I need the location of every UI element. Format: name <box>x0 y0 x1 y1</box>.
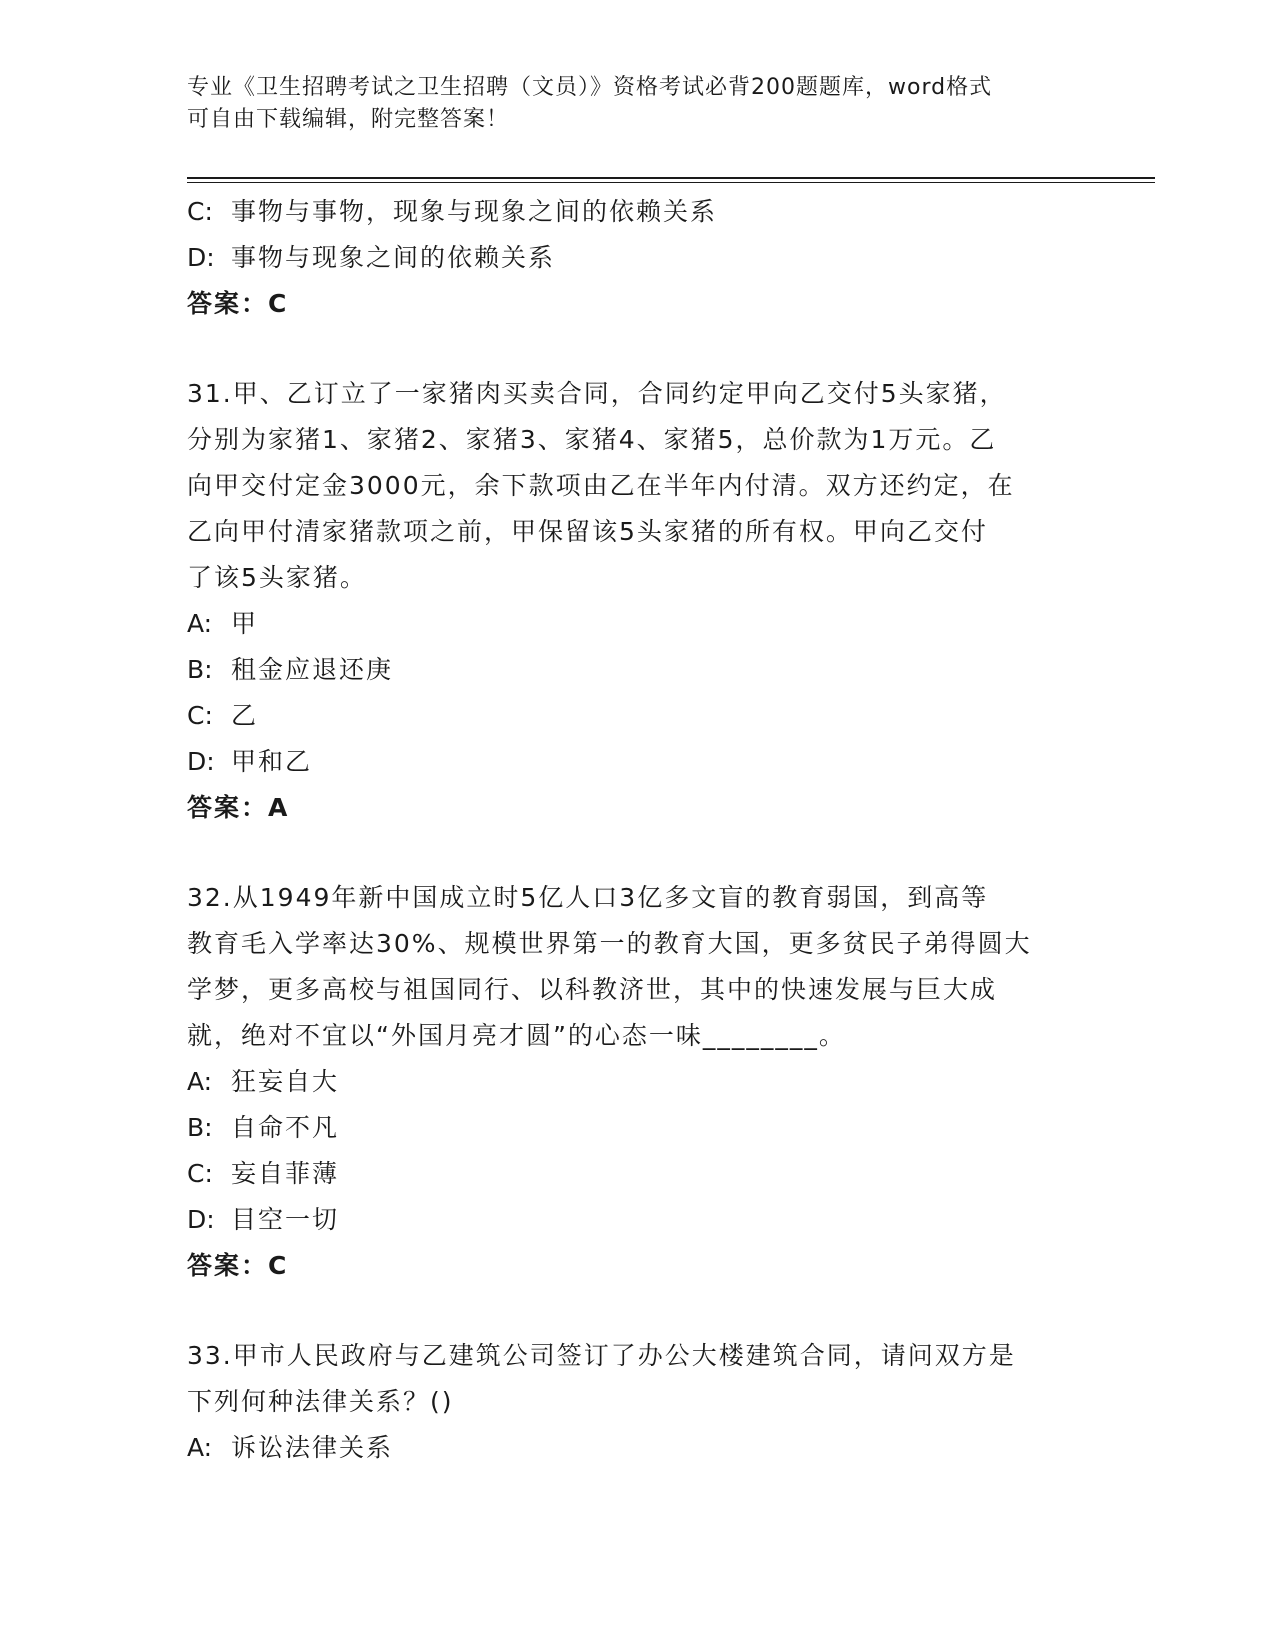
option-text: 甲 <box>231 609 259 638</box>
question-text-line: 了该5头家猪。 <box>187 563 367 592</box>
question-text-line: 31.甲、乙订立了一家猪肉买卖合同，合同约定甲向乙交付5头家猪， <box>187 379 1007 408</box>
header-line-2: 可自由下载编辑，附完整答案！ <box>187 107 510 132</box>
option-text: 诉讼法律关系 <box>231 1433 394 1462</box>
question-text-line: 32.从1949年新中国成立时5亿人口3亿多文盲的教育弱国，到高等 <box>187 883 989 912</box>
option-b <box>187 647 1087 693</box>
option-letter: B: <box>187 655 213 684</box>
option-letter: D: <box>187 1205 215 1234</box>
document-header <box>187 72 1067 136</box>
option-text: 甲和乙 <box>231 747 313 776</box>
option-letter: A: <box>187 609 213 638</box>
question-text-line: 乙向甲付清家猪款项之前，甲保留该5头家猪的所有权。甲向乙交付 <box>187 517 988 546</box>
option-c <box>187 1151 1087 1197</box>
option-letter: D: <box>187 747 215 776</box>
question-answer: 答案：A <box>187 793 290 822</box>
document-body <box>187 189 1087 1471</box>
header-rule-thick <box>187 177 1155 179</box>
option-a <box>187 1425 1087 1471</box>
option-letter: A: <box>187 1433 213 1462</box>
option-letter: B: <box>187 1113 213 1142</box>
option-text: 事物与现象之间的依赖关系 <box>231 243 556 272</box>
question-text-line: 分别为家猪1、家猪2、家猪3、家猪4、家猪5，总价款为1万元。乙 <box>187 425 997 454</box>
prev-question-options <box>187 189 1087 281</box>
question-text-line: 下列何种法律关系？() <box>187 1387 454 1416</box>
question-33 <box>187 1333 1087 1471</box>
question-31 <box>187 371 1087 831</box>
question-text-line: 33.甲市人民政府与乙建筑公司签订了办公大楼建筑合同，请问双方是 <box>187 1341 1016 1370</box>
header-rule-thin <box>187 182 1155 183</box>
option-letter: A: <box>187 1067 213 1096</box>
option-text: 目空一切 <box>231 1205 340 1234</box>
option-letter: D: <box>187 243 215 272</box>
option-text: 租金应退还庚 <box>231 655 394 684</box>
question-32 <box>187 875 1087 1289</box>
option-d <box>187 1197 1087 1243</box>
header-line-1: 专业《卫生招聘考试之卫生招聘（文员）》资格考试必背200题题库，word格式 <box>187 75 993 100</box>
option-text: 乙 <box>231 701 259 730</box>
option-letter: C: <box>187 197 213 226</box>
option-text: 自命不凡 <box>231 1113 340 1142</box>
option-text: 狂妄自大 <box>231 1067 340 1096</box>
option-a <box>187 601 1087 647</box>
option-letter: C: <box>187 701 213 730</box>
option-d <box>187 739 1087 785</box>
question-text-line: 向甲交付定金3000元，余下款项由乙在半年内付清。双方还约定，在 <box>187 471 1015 500</box>
option-c <box>187 189 1087 235</box>
prev-question-answer: 答案：C <box>187 289 289 318</box>
option-text: 事物与事物，现象与现象之间的依赖关系 <box>231 197 718 226</box>
question-text-line: 教育毛入学率达30%、规模世界第一的教育大国，更多贫民子弟得圆大 <box>187 929 1032 958</box>
option-d <box>187 235 1087 281</box>
option-text: 妄自菲薄 <box>231 1159 340 1188</box>
option-a <box>187 1059 1087 1105</box>
question-answer: 答案：C <box>187 1251 289 1280</box>
question-text-line: 学梦，更多高校与祖国同行、以科教济世，其中的快速发展与巨大成 <box>187 975 998 1004</box>
option-b <box>187 1105 1087 1151</box>
option-c <box>187 693 1087 739</box>
question-text-line: 就，绝对不宜以“外国月亮才圆”的心态一味________。 <box>187 1021 846 1050</box>
option-letter: C: <box>187 1159 213 1188</box>
